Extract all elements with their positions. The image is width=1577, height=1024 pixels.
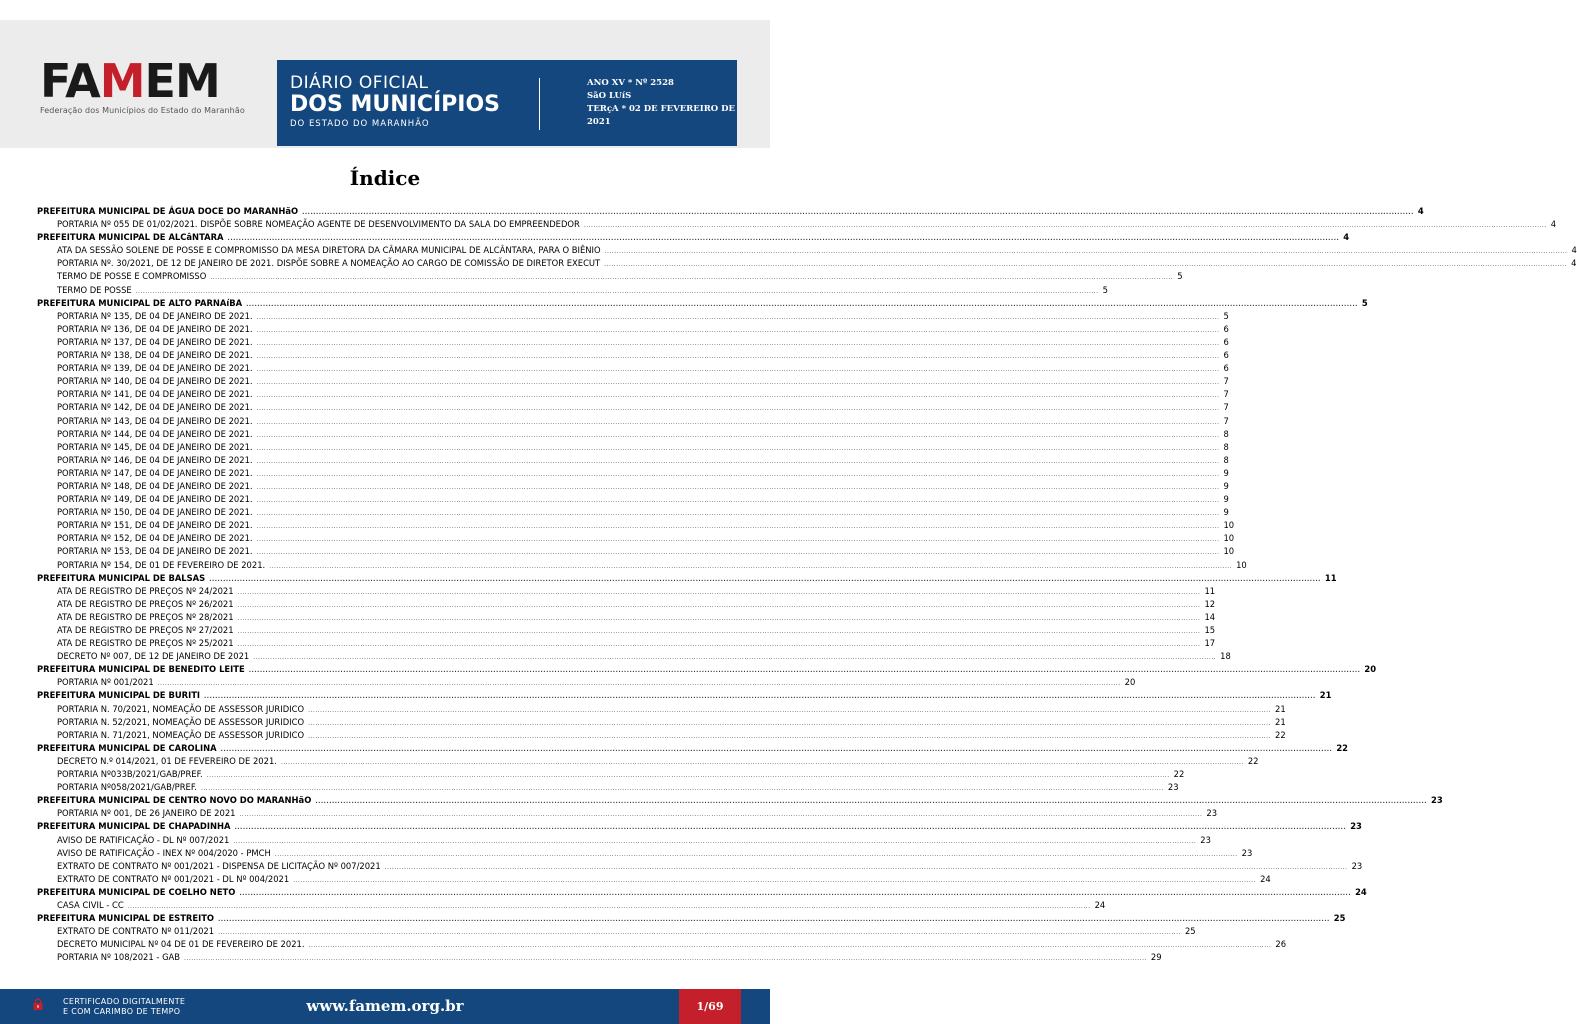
toc-entry-label: PREFEITURA MUNICIPAL DE ALCâNTARA bbox=[37, 232, 224, 243]
toc-entry-label: PREFEITURA MUNICIPAL DE ALTO PARNAíBA bbox=[37, 297, 243, 308]
toc-entry-page: 10 bbox=[1236, 559, 1247, 570]
toc-entry-label: TERMO DE POSSE bbox=[57, 284, 132, 295]
toc-entry-page: 4 bbox=[1550, 219, 1557, 230]
toc-dot-leader: ................................................................................................................................................................................................................................................................................................................................................................................................................ bbox=[239, 811, 1203, 819]
toc-dot-leader: ................................................................................................................................................................................................................................................................................................................................................................................................................ bbox=[220, 745, 1333, 753]
page-footer bbox=[0, 989, 770, 1024]
toc-entry-label: PORTARIA Nº 001/2021 bbox=[57, 677, 154, 688]
gazette-banner bbox=[277, 60, 737, 146]
toc-entry-page: 10 bbox=[1223, 520, 1235, 531]
toc-entry-page: 10 bbox=[1223, 533, 1235, 544]
toc-dot-leader: ................................................................................................................................................................................................................................................................................................................................................................................................................ bbox=[233, 837, 1197, 845]
toc-item-row[interactable] bbox=[37, 284, 1108, 297]
toc-entry-label: PORTARIA Nº 143, DE 04 DE JANEIRO DE 2021. bbox=[57, 415, 253, 426]
toc-dot-leader: ................................................................................................................................................................................................................................................................................................................................................................................................................ bbox=[248, 667, 1361, 675]
toc-entry-label: DECRETO Nº 007, DE 12 DE JANEIRO DE 2021 bbox=[57, 651, 250, 662]
toc-item-row[interactable] bbox=[37, 480, 1229, 493]
toc-entry-label: CASA CIVIL - CC bbox=[57, 899, 124, 910]
toc-entry-label: PORTARIA Nº 148, DE 04 DE JANEIRO DE 2021. bbox=[57, 480, 253, 491]
toc-entry-page: 24 bbox=[1355, 886, 1367, 897]
toc-item-row[interactable] bbox=[37, 951, 1162, 964]
toc-item-row[interactable] bbox=[37, 585, 1216, 598]
toc-dot-leader: ................................................................................................................................................................................................................................................................................................................................................................................................................ bbox=[256, 510, 1220, 518]
page-header bbox=[0, 20, 770, 148]
toc-dot-leader: ................................................................................................................................................................................................................................................................................................................................................................................................................ bbox=[256, 339, 1220, 347]
toc-item-row[interactable] bbox=[37, 716, 1286, 729]
toc-section-row[interactable] bbox=[37, 663, 1377, 676]
toc-item-row[interactable] bbox=[37, 218, 1557, 231]
toc-entry-label: PORTARIA Nº 145, DE 04 DE JANEIRO DE 2021. bbox=[57, 441, 253, 452]
cert-line1: CERTIFICADO DIGITALMENTE bbox=[63, 997, 186, 1006]
toc-entry-page: 6 bbox=[1223, 350, 1229, 361]
toc-dot-leader: ................................................................................................................................................................................................................................................................................................................................................................................................................ bbox=[256, 366, 1220, 374]
cert-line2: E COM CARIMBO DE TEMPO bbox=[63, 1007, 181, 1016]
toc-dot-leader: ................................................................................................................................................................................................................................................................................................................................................................................................................ bbox=[237, 588, 1201, 596]
toc-section-row[interactable] bbox=[37, 820, 1362, 833]
toc-dot-leader: ................................................................................................................................................................................................................................................................................................................................................................................................................ bbox=[206, 772, 1170, 780]
toc-entry-label: PREFEITURA MUNICIPAL DE BENEDITO LEITE bbox=[37, 664, 245, 675]
toc-entry-page: 17 bbox=[1204, 638, 1216, 649]
toc-entry-label: DECRETO N.º 014/2021, 01 DE FEVEREIRO DE 2021. bbox=[57, 755, 277, 766]
toc-entry-label: PORTARIA Nº 140, DE 04 DE JANEIRO DE 2021. bbox=[57, 376, 253, 387]
toc-dot-leader: ................................................................................................................................................................................................................................................................................................................................................................................................................ bbox=[256, 497, 1220, 505]
toc-entry-page: 22 bbox=[1173, 769, 1185, 780]
toc-item-row[interactable] bbox=[37, 349, 1229, 362]
toc-entry-page: 4 bbox=[1417, 206, 1424, 216]
toc-entry-label: PORTARIA Nº 154, DE 01 DE FEVEREIRO DE 2021. bbox=[57, 559, 266, 570]
toc-item-row[interactable] bbox=[37, 375, 1229, 388]
toc-entry-page: 20 bbox=[1364, 664, 1377, 675]
toc-dot-leader: ................................................................................................................................................................................................................................................................................................................................................................................................................ bbox=[256, 536, 1220, 544]
toc-dot-leader: ................................................................................................................................................................................................................................................................................................................................................................................................................ bbox=[280, 758, 1244, 766]
toc-entry-label: PORTARIA N. 70/2021, NOMEAÇÃO DE ASSESSOR JURIDICO bbox=[57, 703, 305, 714]
toc-dot-leader: ................................................................................................................................................................................................................................................................................................................................................................................................................ bbox=[218, 916, 1330, 924]
toc-entry-label: PREFEITURA MUNICIPAL DE CENTRO NOVO DO MARANHãO bbox=[37, 795, 312, 806]
toc-item-row[interactable] bbox=[37, 899, 1106, 912]
toc-entry-label: PREFEITURA MUNICIPAL DE CHAPADINHA bbox=[37, 821, 231, 832]
toc-entry-label: AVISO DE RATIFICAÇÃO - DL Nº 007/2021 bbox=[57, 834, 230, 845]
toc-entry-page: 20 bbox=[1124, 677, 1136, 688]
toc-entry-label: PORTARIA Nº 138, DE 04 DE JANEIRO DE 2021. bbox=[57, 350, 253, 361]
banner-divider bbox=[539, 78, 540, 130]
toc-entry-page: 4 bbox=[1343, 232, 1350, 243]
toc-dot-leader: ................................................................................................................................................................................................................................................................................................................................................................................................................ bbox=[135, 287, 1099, 295]
toc-dot-leader: ................................................................................................................................................................................................................................................................................................................................................................................................................ bbox=[239, 889, 1352, 897]
toc-dot-leader: ................................................................................................................................................................................................................................................................................................................................................................................................................ bbox=[308, 732, 1271, 740]
toc-dot-leader: ................................................................................................................................................................................................................................................................................................................................................................................................................ bbox=[293, 876, 1257, 884]
toc-entry-page: 22 bbox=[1247, 755, 1259, 766]
logo-text-fa: FA bbox=[40, 54, 100, 108]
toc-section-row[interactable] bbox=[37, 297, 1368, 310]
famem-logo bbox=[40, 54, 245, 115]
toc-dot-leader: ................................................................................................................................................................................................................................................................................................................................................................................................................ bbox=[583, 222, 1547, 230]
toc-dot-leader: ................................................................................................................................................................................................................................................................................................................................................................................................................ bbox=[604, 261, 1568, 269]
toc-entry-page: 23 bbox=[1351, 860, 1363, 871]
toc-dot-leader: ................................................................................................................................................................................................................................................................................................................................................................................................................ bbox=[604, 248, 1568, 256]
toc-item-row[interactable] bbox=[37, 467, 1229, 480]
toc-entry-page: 6 bbox=[1223, 363, 1229, 374]
toc-entry-page: 7 bbox=[1223, 402, 1229, 413]
toc-entry-label: PORTARIA Nº 142, DE 04 DE JANEIRO DE 2021. bbox=[57, 402, 253, 413]
toc-item-row[interactable] bbox=[37, 650, 1231, 663]
toc-item-row[interactable] bbox=[37, 873, 1271, 886]
toc-entry-label: PORTARIA Nº 055 DE 01/02/2021. DISPÕE SOBRE NOMEAÇÃO AGENTE DE DESENVOLVIMENTO DA SALA DO EMPREENDEDOR bbox=[57, 219, 580, 230]
toc-dot-leader: ................................................................................................................................................................................................................................................................................................................................................................................................................ bbox=[256, 353, 1220, 361]
toc-item-row[interactable] bbox=[37, 925, 1196, 938]
table-of-contents bbox=[37, 205, 1577, 964]
toc-entry-page: 5 bbox=[1102, 284, 1108, 295]
toc-item-row[interactable] bbox=[37, 559, 1247, 572]
page-title: Índice bbox=[349, 166, 421, 190]
toc-item-row[interactable] bbox=[37, 454, 1229, 467]
toc-dot-leader: ................................................................................................................................................................................................................................................................................................................................................................................................................ bbox=[256, 523, 1220, 531]
toc-entry-label: PORTARIA N. 71/2021, NOMEAÇÃO DE ASSESSOR JURIDICO bbox=[57, 729, 305, 740]
toc-item-row[interactable] bbox=[37, 847, 1253, 860]
toc-entry-page: 25 bbox=[1184, 926, 1196, 937]
toc-section-row[interactable] bbox=[37, 205, 1424, 218]
toc-item-row[interactable] bbox=[37, 834, 1211, 847]
toc-entry-page: 24 bbox=[1260, 873, 1271, 884]
toc-dot-leader: ................................................................................................................................................................................................................................................................................................................................................................................................................ bbox=[127, 902, 1091, 910]
toc-entry-label: PORTARIA N. 52/2021, NOMEAÇÃO DE ASSESSOR JURIDICO bbox=[57, 716, 305, 727]
banner-title-line1: DIÁRIO OFICIAL bbox=[290, 73, 429, 93]
toc-entry-page: 23 bbox=[1241, 847, 1253, 858]
toc-entry-label: PREFEITURA MUNICIPAL DE BALSAS bbox=[37, 572, 206, 583]
toc-entry-page: 21 bbox=[1274, 716, 1286, 727]
toc-item-row[interactable] bbox=[37, 336, 1229, 349]
toc-entry-label: PORTARIA Nº 144, DE 04 DE JANEIRO DE 2021. bbox=[57, 428, 253, 439]
toc-dot-leader: ................................................................................................................................................................................................................................................................................................................................................................................................................ bbox=[237, 628, 1201, 635]
toc-entry-label: PORTARIA Nº 137, DE 04 DE JANEIRO DE 2021. bbox=[57, 336, 253, 347]
toc-dot-leader: ................................................................................................................................................................................................................................................................................................................................................................................................................ bbox=[237, 641, 1201, 649]
toc-entry-label: PORTARIA Nº 001, DE 26 JANEIRO DE 2021 bbox=[57, 808, 236, 819]
toc-item-row[interactable] bbox=[37, 270, 1183, 283]
toc-dot-leader: ................................................................................................................................................................................................................................................................................................................................................................................................................ bbox=[237, 614, 1201, 622]
toc-entry-label: ATA DE REGISTRO DE PREÇOS Nº 27/2021 bbox=[57, 625, 234, 635]
toc-dot-leader: ................................................................................................................................................................................................................................................................................................................................................................................................................ bbox=[256, 418, 1220, 426]
toc-entry-label: PORTARIA Nº058/2021/GAB/PREF. bbox=[57, 782, 197, 793]
toc-entry-page: 18 bbox=[1220, 651, 1231, 662]
toc-item-row[interactable] bbox=[37, 310, 1229, 323]
toc-item-row[interactable] bbox=[37, 493, 1229, 506]
toc-entry-label: PORTARIA Nº. 30/2021, DE 12 DE JANEIRO DE 2021. DISPÕE SOBRE A NOMEAÇÃO AO CARGO DE COMISSÃO DE DIRETOR EXECUT bbox=[57, 258, 601, 269]
toc-entry-page: 8 bbox=[1223, 454, 1229, 465]
toc-dot-leader: ................................................................................................................................................................................................................................................................................................................................................................................................................ bbox=[256, 549, 1220, 557]
toc-dot-leader: ................................................................................................................................................................................................................................................................................................................................................................................................................ bbox=[256, 405, 1220, 413]
toc-dot-leader: ................................................................................................................................................................................................................................................................................................................................................................................................................ bbox=[256, 457, 1220, 465]
toc-entry-page: 7 bbox=[1223, 415, 1229, 426]
toc-dot-leader: ................................................................................................................................................................................................................................................................................................................................................................................................................ bbox=[308, 706, 1271, 714]
toc-entry-label: PREFEITURA MUNICIPAL DE ESTREITO bbox=[37, 913, 215, 924]
toc-entry-page: 10 bbox=[1223, 546, 1235, 557]
toc-entry-page: 11 bbox=[1204, 585, 1216, 596]
edition-year: 2021 bbox=[587, 117, 611, 127]
toc-section-row[interactable] bbox=[37, 742, 1348, 755]
toc-dot-leader: ................................................................................................................................................................................................................................................................................................................................................................................................................ bbox=[227, 235, 1340, 243]
toc-dot-leader: ................................................................................................................................................................................................................................................................................................................................................................................................................ bbox=[256, 313, 1220, 321]
toc-item-row[interactable] bbox=[37, 598, 1216, 611]
toc-dot-leader: ................................................................................................................................................................................................................................................................................................................................................................................................................ bbox=[274, 850, 1238, 858]
toc-entry-page: 5 bbox=[1361, 297, 1368, 308]
toc-dot-leader: ................................................................................................................................................................................................................................................................................................................................................................................................................ bbox=[246, 300, 1358, 308]
banner-title-line3: DO ESTADO DO MARANHÃO bbox=[290, 119, 430, 129]
page-number: 1/69 bbox=[679, 989, 741, 1024]
toc-item-row[interactable] bbox=[37, 676, 1136, 689]
toc-item-row[interactable] bbox=[37, 768, 1185, 781]
toc-entry-label: PORTARIA Nº 108/2021 - GAB bbox=[57, 952, 181, 963]
toc-entry-page: 7 bbox=[1223, 389, 1229, 400]
toc-dot-leader: ................................................................................................................................................................................................................................................................................................................................................................................................................ bbox=[256, 379, 1220, 387]
toc-dot-leader: ................................................................................................................................................................................................................................................................................................................................................................................................................ bbox=[157, 680, 1121, 688]
website-link[interactable]: www.famem.org.br bbox=[306, 997, 464, 1015]
edition-info bbox=[587, 77, 735, 129]
toc-dot-leader: ................................................................................................................................................................................................................................................................................................................................................................................................................ bbox=[234, 824, 1347, 832]
toc-entry-page: 23 bbox=[1431, 795, 1443, 806]
toc-dot-leader: ................................................................................................................................................................................................................................................................................................................................................................................................................ bbox=[315, 798, 1428, 806]
toc-section-row[interactable] bbox=[37, 689, 1332, 702]
toc-item-row[interactable] bbox=[37, 388, 1229, 401]
toc-item-row[interactable] bbox=[37, 637, 1216, 650]
toc-dot-leader: ................................................................................................................................................................................................................................................................................................................................................................................................................ bbox=[204, 693, 1316, 701]
toc-entry-label: ATA DE REGISTRO DE PREÇOS Nº 26/2021 bbox=[57, 598, 234, 609]
toc-entry-page: 21 bbox=[1319, 690, 1332, 701]
toc-entry-page: 4 bbox=[1571, 258, 1577, 269]
toc-entry-page: 23 bbox=[1350, 821, 1362, 832]
toc-entry-page: 9 bbox=[1223, 480, 1229, 491]
toc-item-row[interactable] bbox=[37, 729, 1286, 742]
toc-entry-label: PORTARIA Nº 152, DE 04 DE JANEIRO DE 2021. bbox=[57, 533, 253, 544]
toc-entry-label: TERMO DE POSSE E COMPROMISSO bbox=[57, 271, 207, 282]
toc-entry-page: 23 bbox=[1206, 808, 1218, 819]
toc-entry-page: 6 bbox=[1223, 336, 1229, 347]
toc-dot-leader: ................................................................................................................................................................................................................................................................................................................................................................................................................ bbox=[256, 431, 1220, 439]
logo-text-m: M bbox=[99, 54, 145, 108]
toc-dot-leader: ................................................................................................................................................................................................................................................................................................................................................................................................................ bbox=[308, 719, 1271, 727]
banner-title-line2: DOS MUNICÍPIOS bbox=[290, 92, 501, 117]
toc-item-row[interactable] bbox=[37, 545, 1235, 558]
toc-entry-label: PORTARIA Nº 150, DE 04 DE JANEIRO DE 2021. bbox=[57, 507, 253, 518]
toc-entry-label: PORTARIA Nº 147, DE 04 DE JANEIRO DE 2021. bbox=[57, 467, 253, 478]
toc-dot-leader: ................................................................................................................................................................................................................................................................................................................................................................................................................ bbox=[210, 274, 1174, 282]
toc-item-row[interactable] bbox=[37, 532, 1235, 545]
toc-entry-page: 9 bbox=[1223, 507, 1229, 518]
logo-text-em: EM bbox=[144, 54, 220, 108]
logo-subtitle: Federação dos Municípios do Estado do Maranhão bbox=[40, 106, 245, 115]
toc-dot-leader: ................................................................................................................................................................................................................................................................................................................................................................................................................ bbox=[209, 575, 1321, 583]
toc-entry-label: PORTARIA Nº 136, DE 04 DE JANEIRO DE 2021. bbox=[57, 323, 253, 334]
toc-dot-leader: ................................................................................................................................................................................................................................................................................................................................................................................................................ bbox=[256, 483, 1220, 491]
toc-dot-leader: ................................................................................................................................................................................................................................................................................................................................................................................................................ bbox=[384, 863, 1348, 871]
toc-entry-label: ATA DA SESSÃO SOLENE DE POSSE E COMPROMISSO DA MESA DIRETORA DA CÂMARA MUNICIPAL DE ALCÂNTARA, PARA O BIÊNIO bbox=[57, 245, 601, 256]
toc-section-row[interactable] bbox=[37, 912, 1346, 925]
toc-entry-label: PORTARIA Nº 146, DE 04 DE JANEIRO DE 2021. bbox=[57, 454, 253, 465]
toc-entry-page: 7 bbox=[1223, 376, 1229, 387]
toc-dot-leader: ................................................................................................................................................................................................................................................................................................................................................................................................................ bbox=[302, 209, 1414, 216]
edition-city: SãO LUíS bbox=[587, 91, 632, 101]
toc-entry-label: PREFEITURA MUNICIPAL DE BURITI bbox=[37, 690, 201, 701]
toc-entry-label: PREFEITURA MUNICIPAL DE COELHO NETO bbox=[37, 886, 236, 897]
toc-item-row[interactable] bbox=[37, 323, 1229, 336]
toc-entry-label: PORTARIA Nº 135, DE 04 DE JANEIRO DE 2021. bbox=[57, 310, 253, 321]
toc-section-row[interactable] bbox=[37, 572, 1337, 585]
toc-dot-leader: ................................................................................................................................................................................................................................................................................................................................................................................................................ bbox=[269, 562, 1233, 570]
toc-dot-leader: ................................................................................................................................................................................................................................................................................................................................................................................................................ bbox=[256, 326, 1220, 334]
edition-number: ANO XV * Nº 2528 bbox=[587, 78, 674, 88]
toc-entry-page: 23 bbox=[1167, 782, 1179, 793]
toc-entry-label: ATA DE REGISTRO DE PREÇOS Nº 24/2021 bbox=[57, 585, 234, 596]
toc-entry-label: PREFEITURA MUNICIPAL DE CAROLINA bbox=[37, 742, 217, 753]
toc-section-row[interactable] bbox=[37, 231, 1350, 244]
toc-item-row[interactable] bbox=[37, 611, 1216, 624]
toc-dot-leader: ................................................................................................................................................................................................................................................................................................................................................................................................................ bbox=[256, 444, 1220, 452]
toc-entry-page: 8 bbox=[1223, 428, 1229, 439]
toc-entry-label: PORTARIA Nº033B/2021/GAB/PREF. bbox=[57, 769, 203, 780]
toc-item-row[interactable] bbox=[37, 506, 1229, 519]
toc-item-row[interactable] bbox=[37, 362, 1229, 375]
toc-item-row[interactable] bbox=[37, 428, 1229, 441]
toc-entry-page: 26 bbox=[1275, 939, 1287, 950]
toc-entry-page: 15 bbox=[1204, 625, 1216, 635]
toc-dot-leader: ................................................................................................................................................................................................................................................................................................................................................................................................................ bbox=[253, 654, 1217, 662]
toc-dot-leader: ................................................................................................................................................................................................................................................................................................................................................................................................................ bbox=[184, 955, 1147, 963]
toc-entry-label: PORTARIA Nº 141, DE 04 DE JANEIRO DE 2021. bbox=[57, 389, 253, 400]
toc-dot-leader: ................................................................................................................................................................................................................................................................................................................................................................................................................ bbox=[256, 470, 1220, 478]
toc-entry-page: 25 bbox=[1333, 913, 1346, 924]
toc-entry-page: 12 bbox=[1204, 598, 1216, 609]
toc-item-row[interactable] bbox=[37, 415, 1229, 428]
toc-entry-label: DECRETO MUNICIPAL Nº 04 DE 01 DE FEVEREIRO DE 2021. bbox=[57, 939, 305, 950]
toc-entry-page: 11 bbox=[1324, 572, 1337, 583]
toc-entry-page: 5 bbox=[1177, 271, 1183, 282]
toc-entry-label: AVISO DE RATIFICAÇÃO - INEX Nº 004/2020 - PMCH bbox=[57, 847, 271, 858]
toc-item-row[interactable] bbox=[37, 781, 1179, 794]
toc-entry-label: PORTARIA Nº 153, DE 04 DE JANEIRO DE 2021. bbox=[57, 546, 253, 557]
toc-entry-label: PREFEITURA MUNICIPAL DE ÁGUA DOCE DO MARANHãO bbox=[37, 206, 299, 216]
toc-entry-label: PORTARIA Nº 149, DE 04 DE JANEIRO DE 2021. bbox=[57, 494, 253, 505]
toc-entry-page: 21 bbox=[1274, 703, 1286, 714]
toc-entry-label: ATA DE REGISTRO DE PREÇOS Nº 28/2021 bbox=[57, 611, 234, 622]
toc-entry-label: ATA DE REGISTRO DE PREÇOS Nº 25/2021 bbox=[57, 638, 234, 649]
toc-entry-page: 5 bbox=[1223, 310, 1229, 321]
toc-item-row[interactable] bbox=[37, 257, 1577, 270]
toc-dot-leader: ................................................................................................................................................................................................................................................................................................................................................................................................................ bbox=[237, 601, 1201, 609]
toc-item-row[interactable] bbox=[37, 938, 1287, 951]
toc-dot-leader: ................................................................................................................................................................................................................................................................................................................................................................................................................ bbox=[256, 392, 1220, 400]
toc-entry-label: EXTRATO DE CONTRATO Nº 001/2021 - DL Nº 004/2021 bbox=[57, 873, 290, 884]
toc-entry-page: 24 bbox=[1094, 899, 1106, 910]
toc-dot-leader: ................................................................................................................................................................................................................................................................................................................................................................................................................ bbox=[218, 929, 1181, 937]
toc-entry-label: PORTARIA Nº 139, DE 04 DE JANEIRO DE 2021. bbox=[57, 363, 253, 374]
toc-item-row[interactable] bbox=[37, 244, 1577, 257]
toc-section-row[interactable] bbox=[37, 794, 1443, 807]
toc-entry-page: 9 bbox=[1223, 467, 1229, 478]
toc-item-row[interactable] bbox=[37, 860, 1363, 873]
toc-item-row[interactable] bbox=[37, 441, 1229, 454]
toc-entry-label: EXTRATO DE CONTRATO Nº 011/2021 bbox=[57, 926, 215, 937]
toc-entry-page: 23 bbox=[1200, 834, 1211, 845]
toc-item-row[interactable] bbox=[37, 401, 1229, 414]
logo-wordmark bbox=[40, 54, 245, 108]
toc-item-row[interactable] bbox=[37, 807, 1218, 820]
toc-item-row[interactable] bbox=[37, 755, 1259, 768]
toc-entry-label: PORTARIA Nº 151, DE 04 DE JANEIRO DE 2021. bbox=[57, 520, 253, 531]
toc-entry-page: 4 bbox=[1571, 245, 1577, 256]
toc-item-row[interactable] bbox=[37, 703, 1286, 716]
toc-section-row[interactable] bbox=[37, 886, 1367, 899]
toc-dot-leader: ................................................................................................................................................................................................................................................................................................................................................................................................................ bbox=[308, 942, 1272, 950]
toc-entry-page: 14 bbox=[1204, 611, 1216, 622]
toc-entry-page: 8 bbox=[1223, 441, 1229, 452]
toc-item-row[interactable] bbox=[37, 624, 1216, 637]
toc-entry-page: 29 bbox=[1150, 952, 1162, 963]
toc-dot-leader: ................................................................................................................................................................................................................................................................................................................................................................................................................ bbox=[200, 785, 1164, 793]
toc-entry-label: EXTRATO DE CONTRATO Nº 001/2021 - DISPENSA DE LICITAÇÃO Nº 007/2021 bbox=[57, 860, 381, 871]
toc-item-row[interactable] bbox=[37, 519, 1235, 532]
toc-entry-page: 9 bbox=[1223, 494, 1229, 505]
toc-entry-page: 22 bbox=[1336, 742, 1348, 753]
toc-entry-page: 22 bbox=[1274, 729, 1286, 740]
toc-entry-page: 6 bbox=[1223, 323, 1229, 334]
edition-date: TERçA * 02 DE FEVEREIRO DE bbox=[587, 104, 735, 114]
